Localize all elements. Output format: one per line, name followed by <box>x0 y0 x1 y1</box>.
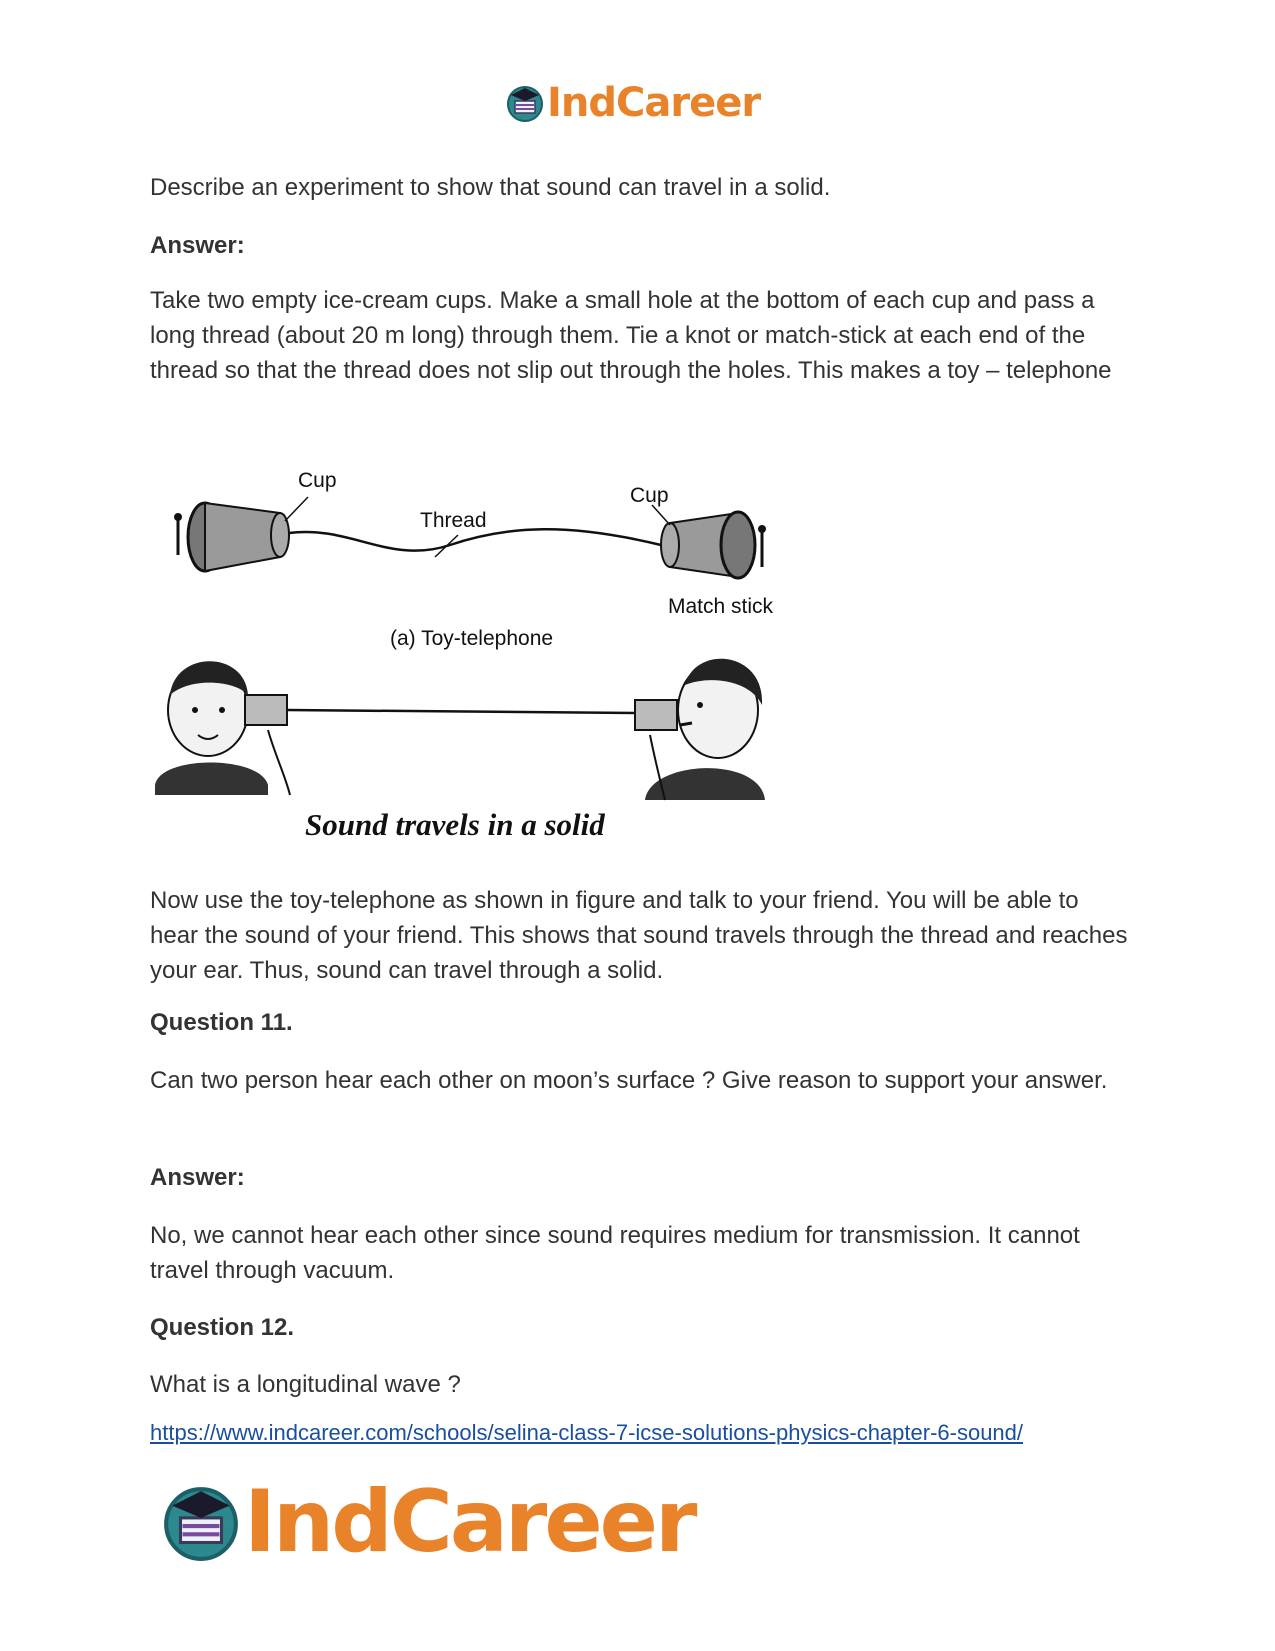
answer-2-text: No, we cannot hear each other since sound requires medium for transmission. It cannot travel through vacuum. <box>150 1222 1080 1284</box>
label-subcaption: (a) Toy-telephone <box>390 627 554 650</box>
left-cup-icon <box>174 503 289 571</box>
figure-caption: Sound travels in a solid <box>305 807 605 842</box>
label-match-stick: Match stick <box>668 595 774 618</box>
right-person-icon <box>635 659 765 800</box>
label-cup-left: Cup <box>298 469 337 492</box>
header-logo <box>505 80 760 126</box>
question-12-text: What is a longitudinal wave ? <box>150 1371 461 1398</box>
answer-text-continued: Now use the toy-telephone as shown in figure and talk to your friend. You will be able to hear the sound of your friend. This shows that sound travels through the thread and reaches your ear. Thus, sound can travel through a solid. <box>150 887 1128 984</box>
answer-text: Take two empty ice-cream cups. Make a small hole at the bottom of each cup and pass a long thread (about 20 m long) through them. Tie a knot or match-stick at each end of the thread so that the thread does not slip out through the holes. This makes a toy – telephone <box>150 287 1112 384</box>
question-12-label: Question 12. <box>150 1314 295 1341</box>
label-cup-right: Cup <box>630 484 669 507</box>
brand-name: IndCareer <box>244 1472 695 1572</box>
answer-label: Answer: <box>150 232 245 259</box>
question-11-text: Can two person hear each other on moon’s surface ? Give reason to support your answer. <box>150 1067 1108 1094</box>
question-intro: Describe an experiment to show that sound can travel in a solid. <box>150 174 831 201</box>
brand-name: IndCareer <box>547 80 761 126</box>
left-person-icon <box>155 661 290 795</box>
label-thread: Thread <box>420 509 487 532</box>
toy-telephone-figure <box>150 455 830 875</box>
graduation-cap-globe-icon <box>160 1481 242 1563</box>
answer-label-2: Answer: <box>150 1164 245 1191</box>
right-cup-icon <box>661 512 766 578</box>
question-11-label: Question 11. <box>150 1009 293 1036</box>
source-link[interactable]: https://www.indcareer.com/schools/selina-class-7-icse-solutions-physics-chapter-6-sound/ <box>150 1420 1024 1445</box>
graduation-cap-globe-icon <box>505 83 545 123</box>
footer-logo <box>160 1472 694 1572</box>
